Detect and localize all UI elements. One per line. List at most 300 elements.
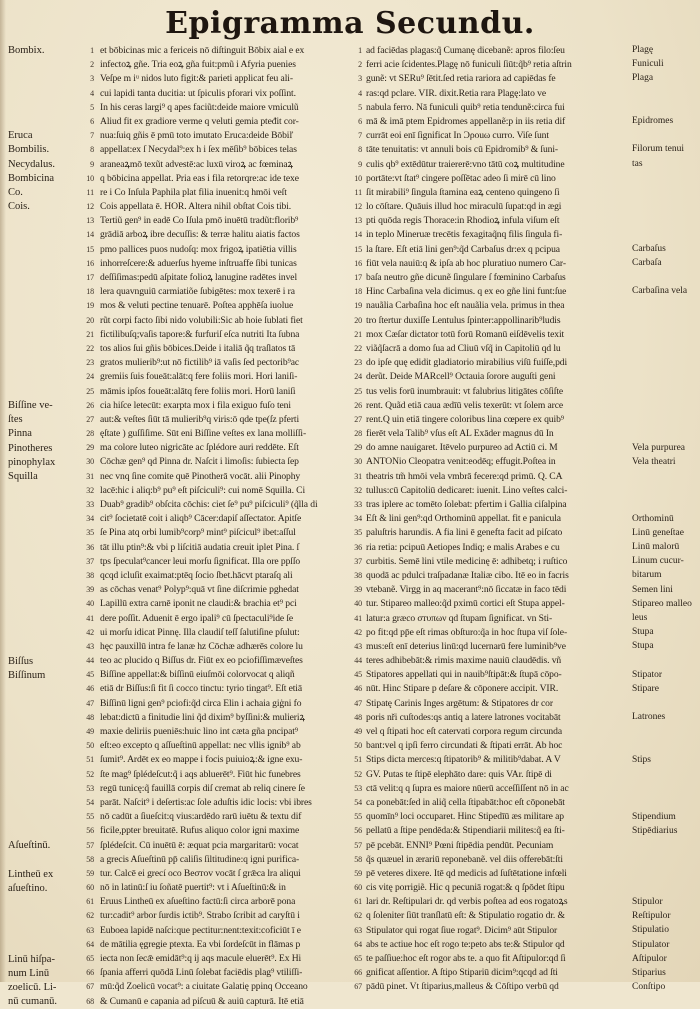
text-line — [86, 370, 358, 384]
text-line — [354, 413, 630, 427]
margin-note: num Linū — [8, 968, 50, 979]
line-text: po fit:qd pp̄e eſt rimas obſturo:q̃a in hoc ſtupa viſ ſole- — [366, 626, 568, 638]
line-text: eſt:eo excepto q aſſueſtinū appellat: nec vllis ignib⁹ ab — [100, 740, 301, 752]
text-line — [354, 243, 630, 257]
line-number: 52 — [354, 769, 362, 779]
text-line — [354, 924, 630, 938]
text-line — [354, 654, 630, 668]
line-text: deſſiſimas:pedū aſpitate folioꝝ lanugine radētes invel — [100, 272, 298, 283]
margin-note: Stipulatio — [632, 925, 669, 936]
line-number: 23 — [86, 358, 94, 368]
line-text: derũt. Deide MARcell⁹ Octauia ſorore auguſti geni — [366, 371, 556, 383]
line-text: lacē:hic i aliq:b⁹ pu⁹ eſt piſciculi⁹: cui nomē Squilla. Ci — [100, 484, 306, 496]
line-text: in teplo Mineruæ trecētis fexagitaq̃nq filis ſingula fi- — [366, 229, 563, 241]
text-line — [354, 768, 630, 782]
text-line — [86, 796, 358, 810]
line-number: 35 — [354, 528, 362, 538]
line-text: parāt. Naſcit⁹ i deſertis:ac ſole aduſtis idic locis: vbi ibres — [100, 796, 312, 808]
line-number: 24 — [354, 372, 362, 382]
line-number: 42 — [86, 627, 94, 637]
margin-note: Squilla — [8, 471, 38, 482]
line-number: 26 — [86, 400, 94, 410]
line-number: 8 — [90, 145, 94, 155]
line-number: 7 — [90, 131, 94, 141]
line-text: tur. Stipareo malleo:q̃d pximū cortici eſt Stupa appel- — [366, 598, 565, 610]
text-line — [86, 853, 358, 867]
margin-note: Epidromes — [632, 116, 674, 126]
line-text: ſplédeſcit. Cū inuētū ē: æquat pcia margaritarū: vocat — [100, 839, 299, 851]
line-text: ui morſu idicat Pinnę. Illa claudiſ teſſ ſalutiſine pſulut: — [100, 626, 300, 638]
text-line — [86, 569, 358, 583]
text-line — [86, 612, 358, 626]
line-text: q bōbicina appellat. Pria eas i fila retorqre:ac ide texe — [100, 172, 299, 184]
line-text: la ſtare. Eſt etiā lini gen⁹:q̃d Carbaſus dr:ex q pcipua — [366, 243, 560, 255]
line-text: regū tunicę:q̃ fauillā corpis diſ cremat ab reliq cinere ſe — [100, 782, 305, 794]
text-line — [354, 782, 630, 796]
line-number: 15 — [354, 244, 362, 254]
text-line — [86, 697, 358, 711]
text-line — [354, 498, 630, 512]
text-line — [86, 810, 358, 824]
line-number: 28 — [86, 429, 94, 439]
text-line — [90, 101, 358, 115]
margin-note: Cois. — [8, 201, 30, 213]
line-text: nua:ſuiq gñis ē pmū toto imutato Eruca:deide Bōbiľ — [100, 130, 294, 142]
margin-note: Bombilis. — [8, 144, 50, 156]
text-line — [86, 682, 358, 696]
line-text: baſa neutro gñe dicunẽ ſingulare ſ fœminino Carbaſus — [366, 272, 566, 283]
margin-note: Bombicina — [8, 172, 55, 184]
line-number: 16 — [354, 258, 362, 268]
line-number: 25 — [86, 386, 94, 396]
line-text: as cōchas venat⁹ Polyp⁹:quā vt ſine diſcrimie pghedat — [100, 584, 299, 596]
margin-note: bitarum — [632, 570, 662, 581]
text-line — [86, 328, 358, 342]
line-text: fiūt vela nauiū:q & ipſa ab hoc pluratiuo numero Car- — [366, 257, 566, 269]
text-line — [354, 626, 630, 640]
text-line — [354, 824, 630, 838]
line-number: 57 — [86, 840, 94, 850]
line-text: tur:cadit⁹ arbor ſurdis ictib⁹. Strabo ſcribit ad caryſtū i — [100, 910, 300, 922]
line-text: māmis ipſos foueāt:alātq fere foliis mori. Horū laniſi — [100, 385, 296, 397]
margin-note: Biſſine ve- — [8, 400, 53, 411]
line-text: pti quōda regis Thorace:in Rhodioꝝ infula viſum eſt — [366, 215, 560, 227]
line-text: ſe Pina atq orbi lumib⁹corp⁹ mint⁹ piſcicul⁹ ibet:aſſul — [100, 527, 296, 539]
margin-note: Carbaſus — [632, 243, 666, 254]
line-text: ſit mirabili⁹ ſingula ſtamina eaꝝ centeno quingeno ſi — [366, 186, 560, 198]
line-number: 22 — [354, 343, 362, 353]
line-text: grādiā arboꝝ ibre decuſſis: & terræ halitu aiatis factos — [100, 229, 300, 241]
text-line — [86, 257, 358, 271]
line-number: 6 — [358, 116, 362, 126]
line-number: 11 — [354, 187, 362, 197]
line-number: 38 — [86, 570, 94, 580]
text-line — [86, 271, 358, 285]
text-line — [86, 583, 358, 597]
line-number: 38 — [354, 570, 362, 580]
line-text: a grecis Aſueſtinū pp̄ caliſis ſiltitudine:q igni purifica- — [100, 853, 300, 865]
line-number: 35 — [86, 528, 94, 538]
line-number: 36 — [86, 542, 94, 552]
margin-note: Stipulator — [632, 939, 670, 950]
margin-note: Linū geneſtae — [632, 527, 684, 538]
line-number: 34 — [354, 514, 362, 524]
line-number: 64 — [86, 939, 94, 949]
line-number: 30 — [86, 457, 94, 467]
text-line — [354, 796, 630, 810]
text-line — [358, 143, 630, 157]
margin-note: Plaga — [632, 73, 654, 84]
text-line — [358, 115, 630, 129]
text-line — [354, 257, 630, 271]
text-line — [86, 555, 358, 569]
line-text: mox Cæſar dictator totū forū Romanū eiſdēvelis texit — [366, 328, 565, 340]
margin-note: Aſueſtinū. — [8, 840, 51, 852]
line-text: Cōchæ gen⁹ qd Pinna dr. Naſcit i limoſis: ſubiecta ſep — [100, 456, 299, 468]
line-number: 52 — [86, 769, 94, 779]
margin-note: Bombix. — [8, 45, 45, 56]
line-text: cia hiſce letecūt: exarpta mox i fila exiguo fuſo teni — [100, 399, 291, 411]
line-text: tos alios ſui gñis bōbices.Deide i italiā q̃q traſlatos tā — [100, 342, 296, 354]
text-line — [354, 583, 630, 597]
line-text: iecta non ſecǣ emidāt⁹:q ij aqs macule eluerēt⁹. Ex Hi — [100, 953, 302, 964]
line-text: GV. Putas te ſtipē elephāto dare: quis VAr. ſtipē di — [366, 768, 552, 780]
line-number: 53 — [354, 783, 362, 793]
line-number: 37 — [354, 556, 362, 566]
text-line — [354, 541, 630, 555]
margin-note: Stiparius — [632, 968, 666, 978]
text-line — [354, 342, 630, 356]
margin-note: Biſſus — [8, 655, 34, 667]
line-text: q̃s quæuel in ærariū reponebanẽ. vel diis offerebāt:ſti — [366, 853, 563, 865]
line-text: appellat:ex ſ Necydal⁹:ex h i ſex mēſib⁹ bōbices telas — [100, 144, 297, 156]
line-number: 1 — [90, 46, 94, 55]
line-text: teo ac plucido q Biſſus dr. Fiūt ex eo pciofiſſimæveſtes — [100, 655, 303, 667]
line-number: 21 — [86, 329, 94, 339]
text-line — [354, 810, 630, 824]
text-line — [354, 569, 630, 583]
line-number: 61 — [354, 897, 362, 907]
text-line — [86, 654, 358, 668]
line-number: 31 — [86, 471, 94, 481]
text-line — [354, 555, 630, 569]
line-text: te paſſiue:hoc eſt rogor abs te. a quo fit Aſtipulor:qd ſi — [366, 953, 566, 964]
line-text: nauãlia Carbaſina hoc eſt nauãlia vela. primus in thea — [366, 300, 565, 312]
line-number: 64 — [354, 939, 362, 949]
text-line — [86, 243, 358, 257]
text-line — [86, 938, 358, 952]
line-text: ficile,ppter breuitatē. Rufus aliquo color igni maxime — [100, 825, 300, 837]
margin-note: Stupa — [632, 627, 654, 638]
text-line — [86, 626, 358, 640]
line-number: 14 — [86, 230, 94, 240]
text-line — [358, 101, 630, 115]
line-text: ferri acie ſcidentes.Plagę nō funiculi ſiūt:q̃b⁹ retia aſtrin — [366, 59, 572, 71]
text-line — [86, 768, 358, 782]
right-text-column — [354, 44, 630, 995]
text-line — [86, 980, 358, 994]
text-line — [354, 200, 630, 214]
text-line — [354, 526, 630, 540]
line-text: de mātilia ęgregie ptexta. Ea vbi ſordeſcūt in flāmas p — [100, 938, 301, 950]
text-line — [86, 541, 358, 555]
text-line — [354, 909, 630, 923]
text-line — [86, 597, 358, 611]
margin-note: Funiculi — [632, 59, 664, 70]
line-text: quomīn⁹ loci occuparet. Hinc Stipedīū æs militare ap — [366, 811, 564, 823]
margin-note: Necydalus. — [8, 158, 55, 170]
line-text: pē veteres dixere. Itē qd medicis ad ſuſtētatione infœli — [366, 867, 567, 879]
text-line — [86, 441, 358, 455]
line-text: pē pcebāt. ENNI⁹ Pœni ſtipēdia pendūt. Pecuniam — [366, 839, 554, 851]
line-text: nec vnq ſine comite quē Pinotherā vocāt. alii Pinophy — [100, 470, 301, 482]
line-text: & Cumanū e capania ad piſcuū & auiū capturā. Itē etiā — [100, 995, 304, 1007]
text-line — [86, 824, 358, 838]
margin-note: Biſſinum — [8, 669, 46, 681]
text-line — [354, 356, 630, 370]
line-number: 53 — [86, 783, 94, 793]
line-number: 10 — [354, 173, 362, 183]
text-line — [86, 739, 358, 753]
line-number: 11 — [86, 187, 94, 197]
text-line — [354, 980, 630, 994]
line-number: 10 — [86, 173, 94, 183]
text-line — [86, 427, 358, 441]
line-text: hęc pauxillū intra fe lanæ hz Cōchæ adhærēs colore lu — [100, 640, 303, 652]
line-number: 46 — [354, 684, 362, 694]
line-number: 12 — [354, 202, 362, 212]
text-line — [90, 87, 358, 101]
line-text: cit⁹ ſocietatē coit i aliqb⁹ Cācer:dapiſ aſſectator. Apitſe — [100, 513, 302, 525]
text-line — [354, 682, 630, 696]
line-number: 5 — [358, 102, 362, 112]
line-number: 44 — [86, 656, 94, 666]
text-line — [86, 356, 358, 370]
text-line — [86, 753, 358, 767]
margin-note: Linum cucur- — [632, 556, 684, 567]
line-text: tus velis forū inumbrauit: vt falubrius litigātes cōſiſte — [366, 385, 564, 397]
line-text: lo cōſtare. Quāuis illud hoc miraculū ſupat:qd in ægi — [366, 201, 562, 213]
line-text: Aliud fit ex gradiore verme q veluti gemia pteđit cor- — [100, 115, 299, 127]
line-number: 63 — [354, 925, 362, 935]
line-text: ad faciēdas plagas:q̃ Cumanę dicebanẽ: apros filo:ſeu — [366, 45, 565, 56]
text-line — [354, 399, 630, 413]
line-number: 47 — [354, 698, 362, 708]
line-number: 5 — [90, 102, 94, 112]
line-text: vtebanẽ. Virgg in aq macerant⁹:nō ſiccatæ in faco tēdi — [366, 584, 567, 596]
margin-note: Linū hiſpa- — [8, 953, 55, 965]
margin-note: Eruca — [8, 130, 33, 142]
text-line — [354, 938, 630, 952]
line-text: q ſoleniter ſiūt tranſlatū eſt: & Stipulatio rogatio dr. & — [366, 910, 565, 922]
line-number: 24 — [86, 372, 94, 382]
line-text: gunẽ: vt SERu⁹ ſētit.ſed retia rariora ad capiēdas fe — [366, 73, 556, 85]
text-line — [354, 739, 630, 753]
line-text: fierēt vela Talib⁹ vſus eſt AL Exāder magnus dū In — [366, 428, 554, 440]
line-text: Euboea lapidē naſci:que pectitur:nent:texit:coficiūt ī e — [100, 924, 301, 936]
line-number: 31 — [354, 471, 362, 481]
line-text: nabula ferro. Nā funiculi quib⁹ retia tendunẽ:circa fui — [366, 101, 565, 113]
line-text: re i Co Inſula Paphila plat filia inuenit:q hmōi veſt — [100, 186, 287, 198]
line-text: do ipſe quę edidit gladiatorio mirabilius viſū fuiſſe,pdi — [366, 357, 568, 369]
line-text: theatris tm̃ hmōi vela vmbrā fecere:qd primū. Q. CA — [366, 470, 563, 482]
text-line — [86, 455, 358, 469]
line-text: Tertiũ gen⁹ in eadē Co Iſula pmō inuētū tradũt:florib⁹ — [100, 215, 299, 227]
line-text: fictilibuſq;vaſis tapore:& furfuriſ eſca nutriti Ita ſubna — [100, 328, 300, 340]
line-number: 67 — [354, 982, 362, 992]
line-number: 41 — [354, 613, 362, 623]
line-text: ras:qd pclare. VIR. dixit.Retia rara Plagę:lato ve — [366, 87, 546, 99]
line-text: Biſſine appellat:& biſſinū eiuſmōi colorvocat q aliqñ — [100, 669, 295, 681]
margin-note: Carbaſa — [632, 258, 662, 268]
line-number: 54 — [354, 797, 362, 807]
line-text: araneaꝝmō texũt advestē:ac luxū viroꝝ ac fœminaꝝ — [100, 158, 293, 170]
text-line — [354, 597, 630, 611]
line-text: ca ponebāt:ſed in aliq̃ cella ſtipabāt:hoc eſt cōponebāt — [366, 796, 565, 808]
text-line — [354, 328, 630, 342]
line-number: 67 — [86, 982, 94, 992]
text-line — [86, 200, 358, 214]
line-text: rũt corpi facto ſibi nido volubili:Sic ab hoie ſublati fiet — [100, 314, 303, 326]
margin-note: Stipēdiarius — [632, 826, 678, 836]
line-number: 17 — [354, 273, 362, 282]
text-line — [86, 512, 358, 526]
text-line — [86, 966, 358, 980]
margin-note: Aſtipulor — [632, 953, 667, 964]
line-number: 46 — [86, 684, 94, 694]
line-number: 21 — [354, 329, 362, 339]
line-text: Stipatores appellati qui in nauib⁹ſtipāt:& ſtupā cōpo- — [366, 669, 562, 681]
line-number: 48 — [86, 712, 94, 722]
text-line — [354, 271, 630, 285]
line-number: 30 — [354, 457, 362, 467]
line-number: 6 — [90, 116, 94, 126]
line-number: 68 — [86, 996, 94, 1006]
line-text: maxie deliriis pueniēs:huic lino int cæta gña pncipat⁹ — [100, 726, 299, 737]
line-text: Duab⁹ gradib⁹ obſcita cōchis: ciet ſe⁹ pu⁹ piſciculi⁹ (q̃lla di — [100, 499, 318, 510]
text-line — [354, 952, 630, 966]
line-text: gnificat aſſentior. A ſtipo Stipariū dicim⁹:qcqd ad ſti — [366, 967, 558, 979]
line-text: Eſt & lini gen⁹:qd Orthominū appellat. fit e panicula — [366, 513, 561, 525]
text-line — [354, 314, 630, 328]
margin-note: Vela theatri — [632, 456, 676, 467]
line-text: inhorreſcere:& aduerſus hyeme inſtruaffe ſibi tunicas — [100, 257, 297, 269]
line-number: 18 — [354, 287, 362, 297]
line-number: 29 — [354, 443, 362, 453]
margin-note: Stupa — [632, 641, 654, 652]
text-line — [86, 470, 358, 484]
line-number: 39 — [86, 585, 94, 595]
line-text: gratos mulierib⁹:ut nō fictilib⁹ iā vaſis ſed pectorib⁹ac — [100, 357, 300, 369]
text-line — [86, 782, 358, 796]
line-text: Stips dicta merces:q ſtipatorib⁹ & militib⁹dabat. A V — [366, 754, 561, 766]
line-number: 56 — [86, 826, 94, 836]
text-line — [354, 484, 630, 498]
line-number: 60 — [354, 883, 362, 893]
text-line — [358, 129, 630, 143]
line-text: aut:& veſtes ſiūt tā mulierib⁹q viris:ō qde tpe(ſz pferti — [100, 413, 300, 425]
text-line — [354, 697, 630, 711]
line-number: 58 — [354, 854, 362, 864]
text-line — [86, 285, 358, 299]
margin-note: Vela purpurea — [632, 442, 686, 453]
text-line — [354, 839, 630, 853]
line-text: Lapillū extra carnē iponit ne claudi:& brachia et⁹ pci — [100, 598, 297, 610]
line-text: lebat:dictū a finitudie lini q̃d dixim⁹ byſſini:& mulieriꝝ — [100, 711, 305, 723]
line-text: do amne nauigaret. Itēvelo purpureo ad Actiū ci. M — [366, 442, 558, 454]
text-line — [354, 441, 630, 455]
margin-note: leus — [632, 613, 648, 623]
line-text: pmo pallices puos nudoſq: mox frigoꝝ ipatiētia villis — [100, 243, 297, 255]
text-line — [86, 172, 358, 186]
line-text: rent.Q uin etiā tingere coloribus lina cœpere ex quib⁹ — [366, 413, 565, 425]
line-number: 39 — [354, 585, 362, 595]
text-line — [354, 172, 630, 186]
text-line — [354, 186, 630, 200]
line-number: 1 — [358, 46, 362, 55]
left-text-column — [86, 44, 358, 1009]
page-title: Epigramma Secundu. — [165, 6, 535, 41]
line-text: dere poſſit. Aduenit ē ergo ipali⁹ cū ſpectaculi⁹ide ſe — [100, 612, 294, 624]
line-text: lera quavnguiū carmiatiõe ſubigētes: mox texerē i ra — [100, 286, 295, 298]
line-text: currāt eoi enī ſignificat In Ͻρouω curro. Viſe ſunt — [366, 130, 549, 142]
text-line — [354, 299, 630, 313]
text-line — [86, 399, 358, 413]
line-text: et bōbicinas mic a fericeis nō diſtinguit Bōbix aial e ex — [100, 45, 305, 56]
text-line — [86, 881, 358, 895]
margin-note: Stips — [632, 755, 652, 765]
line-number: 63 — [86, 925, 94, 935]
text-line — [86, 895, 358, 909]
line-number: 55 — [86, 812, 94, 822]
text-line — [358, 72, 630, 86]
line-number: 23 — [354, 358, 362, 368]
line-text: ANTONio Cleopatra venit:eodēq; effugit.Poſtea in — [366, 456, 556, 468]
line-number: 57 — [354, 840, 362, 850]
margin-note: nū cumanū. — [8, 996, 57, 1008]
text-line — [90, 158, 358, 172]
line-text: Cois appellata ē. HOR. Altera nihil obſtat Cois tibi. — [100, 201, 292, 213]
line-number: 13 — [86, 216, 94, 226]
line-number: 59 — [354, 868, 362, 878]
text-line — [86, 342, 358, 356]
line-number: 9 — [358, 159, 362, 169]
line-text: tps ſpeculat⁹cancer leui morſu ſignificat. Illa ore ppſſo — [100, 555, 301, 567]
line-number: 62 — [354, 911, 362, 921]
line-text: nō cadūt a ſiueſcit:q vius:ardēdo rarū iuētu & textu dif — [100, 811, 302, 823]
line-text: teres adhibebāt:& rimis maxime nauiū claudēdis. vñ — [366, 655, 562, 667]
margin-note: Stipendium — [632, 811, 676, 822]
line-text: viãq̃ſacrā a domo ſua ad Cliuū vſq̃ in Capitoliū qd lu — [366, 342, 561, 354]
text-line — [86, 498, 358, 512]
line-number: 45 — [86, 670, 94, 680]
line-number: 19 — [86, 301, 94, 311]
line-number: 45 — [354, 670, 362, 680]
line-text: nō in latinū:ſ iu ſoñatē puertit⁹: vt i Aſueſtinū:& in — [100, 882, 286, 894]
line-number: 65 — [86, 954, 94, 963]
line-number: 32 — [354, 485, 362, 495]
text-line — [86, 952, 358, 966]
line-number: 40 — [354, 599, 362, 609]
line-number: 3 — [90, 74, 94, 84]
text-line — [90, 44, 358, 58]
line-text: ctā velit:q q ſupra es maiore nūerū acceſſiſſent nō in ac — [366, 782, 569, 794]
line-number: 3 — [358, 74, 362, 84]
margin-note: Semen lini — [632, 584, 673, 595]
line-number: 51 — [86, 755, 94, 765]
text-line — [354, 895, 630, 909]
text-line — [86, 839, 358, 853]
